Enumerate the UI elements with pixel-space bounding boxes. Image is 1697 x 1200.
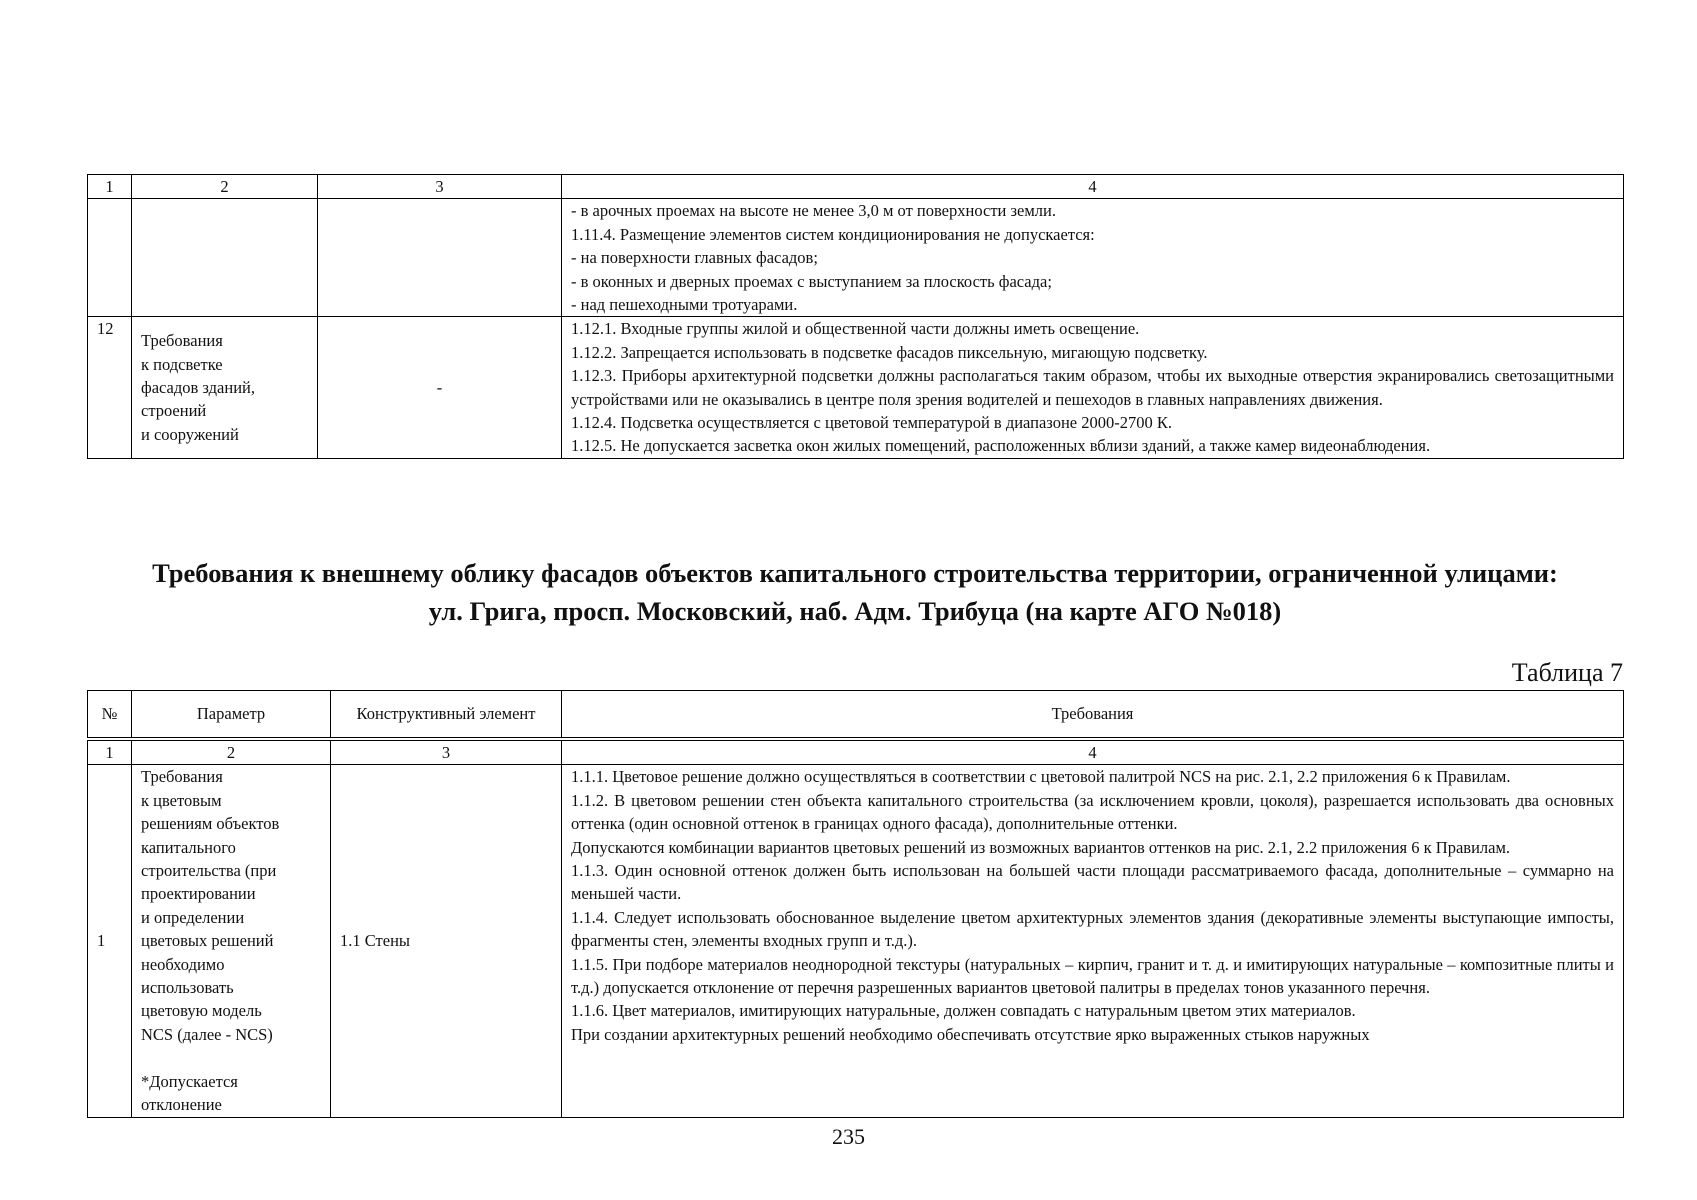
header-parameter: Параметр	[132, 691, 331, 738]
element-cell: -	[318, 317, 562, 458]
param-line: необходимо	[141, 954, 225, 974]
param-cell	[132, 765, 331, 1117]
param-line: решениям объектов	[141, 814, 280, 834]
requirement-line: - в арочных проемах на высоте не менее 3,0 м от поверхности земли.	[571, 201, 1056, 221]
column-number: 3	[318, 175, 562, 199]
table-row	[88, 317, 1624, 458]
requirements-cell	[562, 317, 1624, 458]
table-row	[88, 199, 1624, 317]
requirement-line: - на поверхности главных фасадов;	[571, 248, 818, 268]
element-cell	[318, 199, 562, 317]
param-line: *Допускается	[141, 1071, 238, 1091]
param-line: использовать	[141, 978, 234, 998]
param-line: Требования	[141, 331, 223, 351]
column-number-row	[88, 175, 1624, 199]
column-number: 4	[562, 741, 1624, 765]
param-line: и определении	[141, 907, 245, 927]
column-number: 1	[88, 175, 132, 199]
column-number: 2	[132, 175, 318, 199]
param-cell	[132, 317, 318, 458]
section-heading-line: ул. Грига, просп. Московский, наб. Адм. Трибуца (на карте АГО №018)	[428, 596, 1282, 626]
param-line: строений	[141, 401, 207, 421]
table-7-header	[87, 690, 1624, 738]
header-element: Конструктивный элемент	[331, 691, 562, 738]
param-line: и сооружений	[141, 424, 239, 444]
param-line: цветовых решений	[141, 931, 274, 951]
requirement-line: 1.12.5. Не допускается засветка окон жилых помещений, расположенных вблизи зданий, а также камер видеонаблюдения.	[571, 436, 1431, 456]
param-line	[141, 1046, 321, 1069]
requirement-line: 1.12.1. Входные группы жилой и общественной части должны иметь освещение.	[571, 319, 1140, 339]
param-line: NCS (далее - NCS)	[141, 1024, 273, 1044]
requirement-line: 1.12.4. Подсветка осуществляется с цветовой температурой в диапазоне 2000-2700 К.	[571, 413, 1173, 433]
table-7	[87, 740, 1624, 1118]
param-line: Требования	[141, 767, 223, 787]
section-heading	[87, 554, 1623, 630]
table-continued	[87, 174, 1624, 459]
requirement-line: 1.1.6. Цвет материалов, имитирующих натуральные, должен совпадать с натуральным цветом этих материалов.	[571, 1001, 1356, 1021]
element-cell: 1.1 Стены	[331, 765, 562, 1117]
column-number: 4	[562, 175, 1624, 199]
param-line: цветовую модель	[141, 1001, 262, 1021]
requirement-line: 1.1.2. В цветовом решении стен объекта капитального строительства (за исключением кровли, цоколя), разрешается использовать два основных оттенка (один основной оттенок в границах одного фасада), дополнительные оттенки.	[571, 790, 1614, 834]
requirement-line: 1.12.3. Приборы архитектурной подсветки должны располагаться таким образом, чтобы их выходные отверстия экранировались светозащитными устройствами или не оказывались в центре поля зрения водителей и пешеходов в главных направлениях движения.	[571, 366, 1614, 409]
param-line: к цветовым	[141, 790, 222, 810]
header-requirements: Требования	[562, 691, 1624, 738]
param-line: к подсветке	[141, 354, 223, 374]
param-line: проектировании	[141, 884, 256, 904]
table-row	[88, 765, 1624, 1117]
requirement-line: При создании архитектурных решений необходимо обеспечивать отсутствие ярко выраженных стыков наружных	[571, 1024, 1370, 1044]
column-number: 1	[88, 741, 132, 765]
requirement-line: - над пешеходными тротуарами.	[571, 295, 798, 315]
requirement-line: 1.1.5. При подборе материалов неоднородной текстуры (натуральных – кирпич, гранит и т. д. и имитирующих натуральные – композитные плиты и т.д.) допускается отклонение от перечня разрешенных вариантов цветовой палитры в пределах тонов указанного перечня.	[571, 954, 1614, 998]
requirement-line: 1.12.2. Запрещается использовать в подсветке фасадов пиксельную, мигающую подсветку.	[571, 342, 1208, 362]
param-cell	[132, 199, 318, 317]
param-line: строительства (при	[141, 861, 277, 881]
table-caption: Таблица 7	[1511, 658, 1623, 687]
column-number-row	[88, 741, 1624, 765]
requirement-line: 1.1.1. Цветовое решение должно осуществляться в соответствии с цветовой палитрой NCS на рис. 2.1, 2.2 приложения 6 к Правилам.	[571, 767, 1511, 787]
header-row	[88, 691, 1624, 738]
column-number: 3	[331, 741, 562, 765]
row-number-cell: 12	[88, 317, 132, 458]
requirement-line: 1.1.4. Следует использовать обоснованное выделение цветом архитектурных элементов здания (декоративные элементы выступающие импосты, фрагменты стен, элементы входных групп и т.д.).	[571, 907, 1614, 951]
header-number: №	[88, 691, 132, 738]
param-line: фасадов зданий,	[141, 377, 255, 397]
param-line: капитального	[141, 837, 236, 857]
requirements-cell	[562, 199, 1624, 317]
requirement-line: Допускаются комбинации вариантов цветовых решений из возможных вариантов оттенков на рис. 2.1, 2.2 приложения 6 к Правилам.	[571, 837, 1511, 857]
requirement-line: 1.11.4. Размещение элементов систем кондиционирования не допускается:	[571, 224, 1095, 244]
row-number-cell: 1	[88, 765, 132, 1117]
requirements-cell	[562, 765, 1624, 1117]
requirement-line: 1.1.3. Один основной оттенок должен быть использован на большей части площади рассматриваемого фасада, дополнительные – суммарно на меньшей части.	[571, 861, 1614, 904]
section-heading-line: Требования к внешнему облику фасадов объектов капитального строительства территории, ограниченной улицами:	[152, 558, 1558, 588]
requirement-line: - в оконных и дверных проемах с выступанием за плоскость фасада;	[571, 271, 1052, 291]
param-line: отклонение	[141, 1095, 222, 1115]
page-number: 235	[832, 1124, 865, 1149]
column-number: 2	[132, 741, 331, 765]
row-number-cell	[88, 199, 132, 317]
